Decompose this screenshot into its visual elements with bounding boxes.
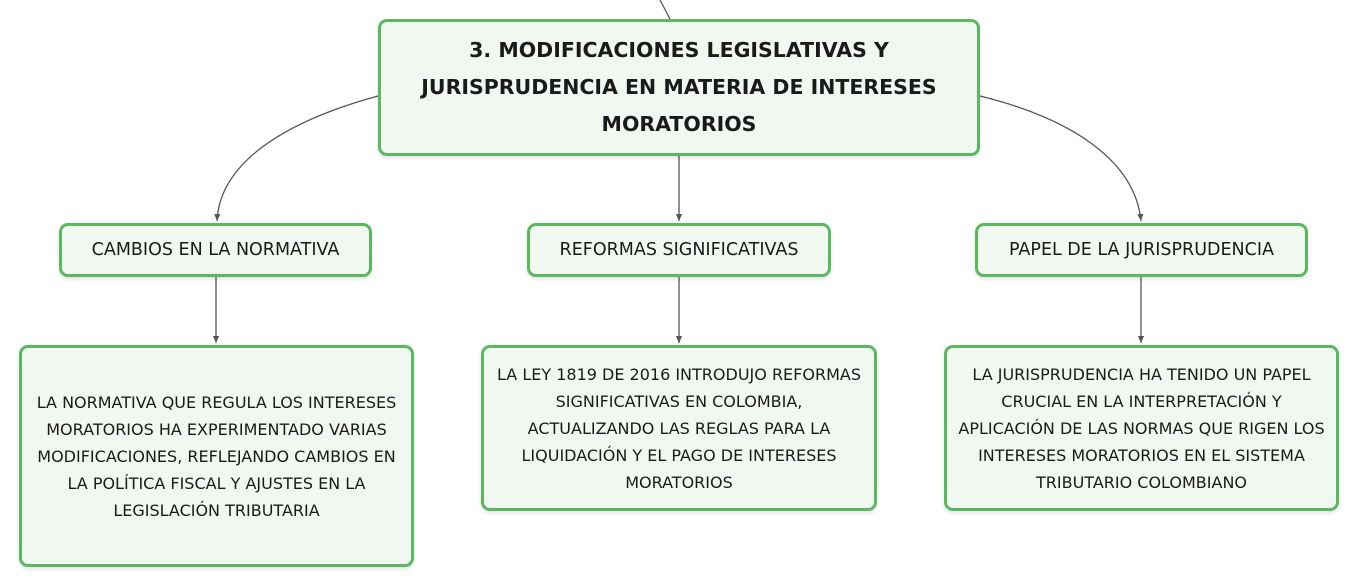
detail-node-reformas[interactable] — [481, 345, 877, 511]
detail-text: LA JURISPRUDENCIA HA TENIDO UN PAPEL CRUCIAL EN LA INTERPRETACIÓN Y APLICACIÓN DE LAS NORMAS QUE RIGEN LOS INTERESES MORATORIOS EN EL SISTEMA TRIBUTARIO COLOMBIANO — [958, 364, 1325, 492]
connector-parent-to-root — [660, 0, 670, 19]
detail-text: LA NORMATIVA QUE REGULA LOS INTERESES MORATORIOS HA EXPERIMENTADO VARIAS MODIFICACIONES, REFLEJANDO CAMBIOS EN LA POLÍTICA FISCAL Y AJUSTES EN LA LEGISLACIÓN TRIBUTARIA — [36, 392, 397, 520]
topic-node-jurisprudencia[interactable] — [975, 223, 1308, 277]
root-title: 3. MODIFICACIONES LEGISLATIVAS Y JURISPRUDENCIA EN MATERIA DE INTERESES MORATORIOS — [421, 38, 937, 136]
topic-label: CAMBIOS EN LA NORMATIVA — [91, 240, 340, 260]
topic-node-cambios[interactable] — [59, 223, 372, 277]
topic-node-reformas[interactable] — [527, 223, 831, 277]
root-node[interactable] — [378, 19, 980, 156]
connector-root-to-topic-1 — [217, 96, 378, 221]
connector-root-to-topic-3 — [980, 96, 1141, 221]
topic-label: REFORMAS SIGNIFICATIVAS — [559, 240, 799, 260]
topic-label: PAPEL DE LA JURISPRUDENCIA — [1008, 240, 1274, 260]
detail-text: LA LEY 1819 DE 2016 INTRODUJO REFORMAS SIGNIFICATIVAS EN COLOMBIA, ACTUALIZANDO LAS REGLAS PARA LA LIQUIDACIÓN Y EL PAGO DE INTERESES MORATORIOS — [497, 364, 861, 492]
detail-node-cambios[interactable] — [19, 345, 414, 567]
detail-node-jurisprudencia[interactable] — [944, 345, 1339, 511]
